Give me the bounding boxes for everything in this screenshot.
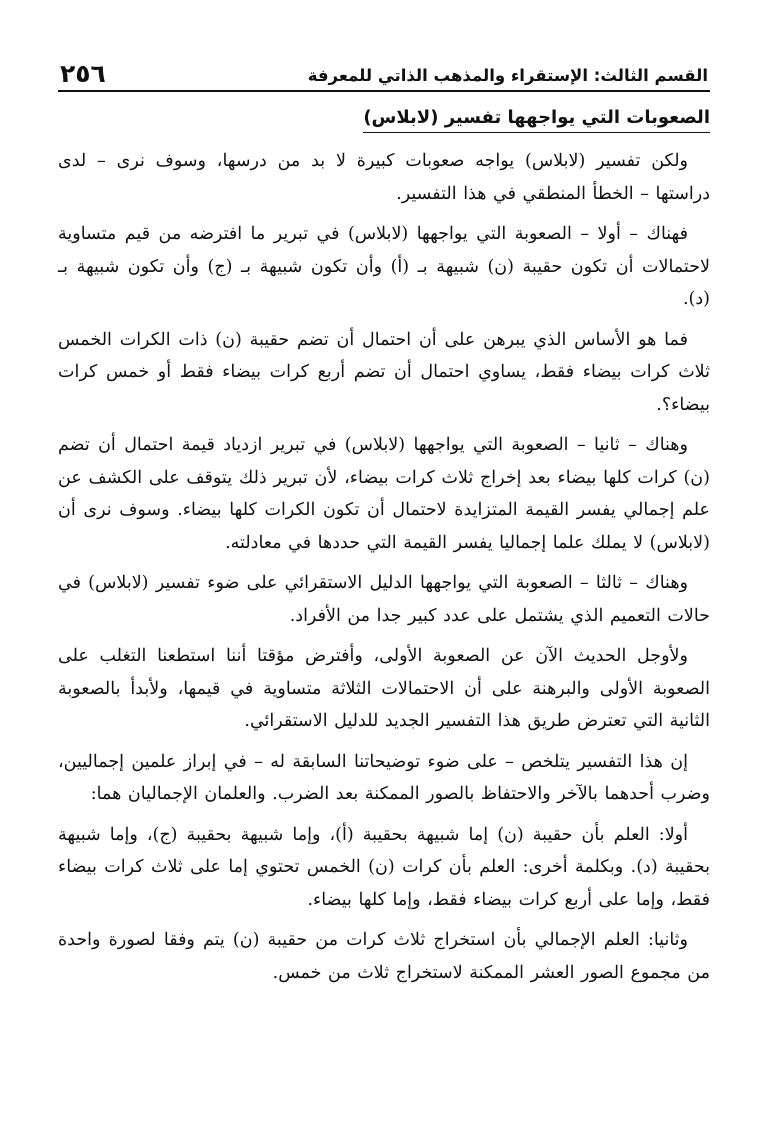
paragraph: إن هذا التفسير يتلخص – على ضوء توضيحاتنا السابقة له – في إبراز علمين إجماليين، وضرب أحدهما بالآخر والاحتفاظ بالصور الممكنة بعد الضرب. والعلمان الإجماليان هما: [58,751,710,805]
section-heading-wrapper [58,92,710,133]
paragraph: فما هو الأساس الذي يبرهن على أن احتمال أن تضم حقيبة (ن) ذات الكرات الخمس ثلاث كرات بيضاء فقط، يساوي احتمال أن تضم أربع كرات بيضاء فقط أو خمس كرات بيضاء؟. [58,329,710,415]
paragraph: وهناك – ثانيا – الصعوبة التي يواجهها (لابلاس) في تبرير ازدياد قيمة احتمال أن تضم (ن) كرات كلها بيضاء بعد إخراج ثلاث كرات بيضاء، لأن تبرير ذلك يتوقف على الكشف عن علم إجمالي يفسر القيمة المتزايدة لاحتمال أن تكون الكرات كلها بيضاء. وسوف نرى أن (لابلاس) لا يملك علما إجماليا يفسر القيمة التي حددها في معادلته. [58,435,710,553]
paragraph: ولأوجل الحديث الآن عن الصعوبة الأولى، وأفترض مؤقتا أننا استطعنا التغلب على الصعوبة الأولى والبرهنة على أن الاحتمالات الثلاثة متساوية في قيمها، ولأبدأ بالصعوبة الثانية التي تعترض طريق هذا التفسير الجديد للدليل الاستقرائي. [58,646,710,732]
paragraph: فهناك – أولا – الصعوبة التي يواجهها (لابلاس) في تبرير ما افترضه من قيم متساوية لاحتمالات أن تكون حقيبة (ن) شبيهة بـ (أ) وأن تكون شبيهة بـ (ج) وأن تكون شبيهة بـ (د). [58,224,710,310]
paragraph: ولكن تفسير (لابلاس) يواجه صعوبات كبيرة لا بد من درسها، وسوف نرى – لدى دراستها – الخطأ المنطقي في هذا التفسير. [58,151,710,204]
body-text [58,145,710,989]
section-heading: الصعوبات التي يواجهها تفسير (لابلاس) [363,106,710,133]
book-page [58,52,710,997]
paragraph: أولا: العلم بأن حقيبة (ن) إما شبيهة بحقيبة (أ)، وإما شبيهة بحقيبة (ج)، وإما شبيهة بحقيبة (د). وبكلمة أخرى: العلم بأن كرات (ن) الخمس تحتوي إما على ثلاث كرات بيضاء فقط، وإما على أربع كرات بيضاء فقط، وإما كلها بيضاء. [58,824,710,910]
paragraph: وهناك – ثالثا – الصعوبة التي يواجهها الدليل الاستقرائي على ضوء تفسير (لابلاس) في حالات التعميم الذي يشتمل على عدد كبير جدا من الأفراد. [58,573,710,626]
running-header [58,52,710,92]
running-title: القسم الثالث: الإستقراء والمذهب الذاتي للمعرفة [307,66,708,86]
page-number: ٢٥٦ [60,59,106,88]
paragraph: وثانيا: العلم الإجمالي بأن استخراج ثلاث كرات من حقيبة (ن) يتم وفقا لصورة واحدة من مجموع الصور العشر الممكنة لاستخراج ثلاث من خمس. [58,930,710,983]
